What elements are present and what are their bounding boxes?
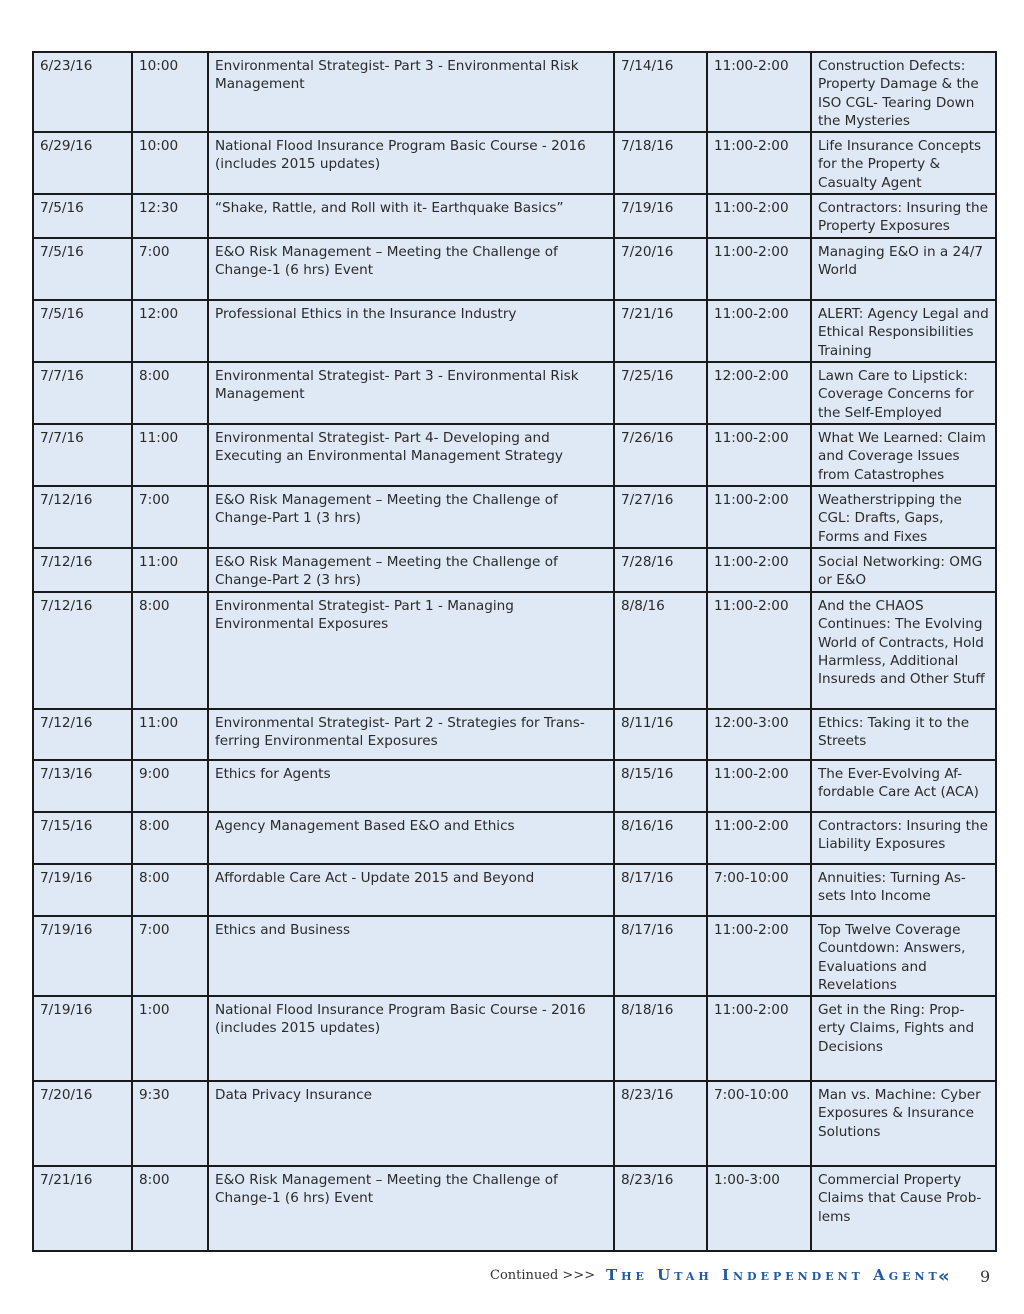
- time-left-cell: 12:30: [132, 194, 208, 238]
- time-right-cell: 11:00-2:00: [707, 424, 811, 486]
- table-row: [33, 52, 996, 132]
- course-left-cell: Agency Management Based E&O and Ethics: [208, 812, 614, 864]
- date-right-cell: 7/18/16: [614, 132, 707, 194]
- table-row: [33, 132, 996, 194]
- date-left-cell: 7/5/16: [33, 300, 132, 362]
- time-right-cell: 11:00-2:00: [707, 548, 811, 592]
- date-right-cell: 7/20/16: [614, 238, 707, 300]
- course-right-cell: Get in the Ring: Prop-erty Claims, Fights and Decisions: [811, 996, 996, 1081]
- time-right-cell: 12:00-2:00: [707, 362, 811, 424]
- date-left-cell: 7/5/16: [33, 238, 132, 300]
- date-right-cell: 7/26/16: [614, 424, 707, 486]
- time-left-cell: 9:30: [132, 1081, 208, 1166]
- date-right-cell: 8/8/16: [614, 592, 707, 709]
- date-left-cell: 7/19/16: [33, 864, 132, 916]
- course-left-cell: Ethics and Business: [208, 916, 614, 996]
- course-right-cell: The Ever-Evolving Af-fordable Care Act (ACA): [811, 760, 996, 812]
- date-right-cell: 8/15/16: [614, 760, 707, 812]
- time-left-cell: 10:00: [132, 132, 208, 194]
- time-left-cell: 9:00: [132, 760, 208, 812]
- course-left-cell: E&O Risk Management – Meeting the Challenge of Change-Part 1 (3 hrs): [208, 486, 614, 548]
- table-row: [33, 194, 996, 238]
- table-row: [33, 916, 996, 996]
- course-right-cell: Managing E&O in a 24/7 World: [811, 238, 996, 300]
- date-left-cell: 7/5/16: [33, 194, 132, 238]
- course-right-cell: Life Insurance Concepts for the Property & Casualty Agent: [811, 132, 996, 194]
- course-right-cell: What We Learned: Claim and Coverage Issues from Catastrophes: [811, 424, 996, 486]
- time-left-cell: 8:00: [132, 1166, 208, 1251]
- time-left-cell: 7:00: [132, 238, 208, 300]
- table-row: [33, 424, 996, 486]
- time-right-cell: 11:00-2:00: [707, 760, 811, 812]
- date-left-cell: 7/20/16: [33, 1081, 132, 1166]
- date-right-cell: 8/11/16: [614, 709, 707, 760]
- time-right-cell: 11:00-2:00: [707, 592, 811, 709]
- date-right-cell: 7/21/16: [614, 300, 707, 362]
- course-right-cell: Contractors: Insuring the Liability Exposures: [811, 812, 996, 864]
- time-right-cell: 11:00-2:00: [707, 194, 811, 238]
- course-left-cell: Environmental Strategist- Part 3 - Environmental Risk Management: [208, 362, 614, 424]
- table-row: [33, 996, 996, 1081]
- date-right-cell: 8/17/16: [614, 916, 707, 996]
- course-left-cell: Environmental Strategist- Part 3 - Environmental Risk Management: [208, 52, 614, 132]
- time-left-cell: 7:00: [132, 486, 208, 548]
- time-left-cell: 8:00: [132, 812, 208, 864]
- course-right-cell: Lawn Care to Lipstick: Coverage Concerns for the Self-Employed: [811, 362, 996, 424]
- time-left-cell: 11:00: [132, 548, 208, 592]
- time-right-cell: 11:00-2:00: [707, 812, 811, 864]
- date-left-cell: 7/19/16: [33, 996, 132, 1081]
- date-left-cell: 7/21/16: [33, 1166, 132, 1251]
- table-row: [33, 1081, 996, 1166]
- course-right-cell: Man vs. Machine: Cyber Exposures & Insurance Solutions: [811, 1081, 996, 1166]
- date-right-cell: 8/17/16: [614, 864, 707, 916]
- course-left-cell: Data Privacy Insurance: [208, 1081, 614, 1166]
- course-right-cell: Ethics: Taking it to the Streets: [811, 709, 996, 760]
- date-right-cell: 8/18/16: [614, 996, 707, 1081]
- course-left-cell: Ethics for Agents: [208, 760, 614, 812]
- course-right-cell: Weatherstripping the CGL: Drafts, Gaps, Forms and Fixes: [811, 486, 996, 548]
- time-right-cell: 11:00-2:00: [707, 300, 811, 362]
- course-right-cell: ALERT: Agency Legal and Ethical Responsibilities Training: [811, 300, 996, 362]
- course-right-cell: Construction Defects: Property Damage & the ISO CGL- Tearing Down the Mysteries: [811, 52, 996, 132]
- table-row: [33, 709, 996, 760]
- table-row: [33, 812, 996, 864]
- course-left-cell: Environmental Strategist- Part 4- Developing and Executing an Environmental Management Strategy: [208, 424, 614, 486]
- time-left-cell: 8:00: [132, 592, 208, 709]
- time-right-cell: 11:00-2:00: [707, 996, 811, 1081]
- course-left-cell: Affordable Care Act - Update 2015 and Beyond: [208, 864, 614, 916]
- time-left-cell: 7:00: [132, 916, 208, 996]
- course-schedule-table: [32, 51, 997, 1252]
- time-left-cell: 10:00: [132, 52, 208, 132]
- page-number: 9: [980, 1267, 991, 1286]
- course-left-cell: E&O Risk Management – Meeting the Challenge of Change-1 (6 hrs) Event: [208, 1166, 614, 1251]
- time-left-cell: 8:00: [132, 362, 208, 424]
- time-right-cell: 12:00-3:00: [707, 709, 811, 760]
- course-left-cell: Environmental Strategist- Part 2 - Strategies for Trans-ferring Environmental Exposures: [208, 709, 614, 760]
- table-row: [33, 300, 996, 362]
- table-row: [33, 548, 996, 592]
- date-right-cell: 7/19/16: [614, 194, 707, 238]
- time-left-cell: 12:00: [132, 300, 208, 362]
- time-right-cell: 11:00-2:00: [707, 486, 811, 548]
- course-right-cell: Commercial Property Claims that Cause Prob-lems: [811, 1166, 996, 1251]
- course-left-cell: Environmental Strategist- Part 1 - Managing Environmental Exposures: [208, 592, 614, 709]
- date-left-cell: 6/29/16: [33, 132, 132, 194]
- date-right-cell: 7/27/16: [614, 486, 707, 548]
- date-left-cell: 7/15/16: [33, 812, 132, 864]
- chevron-left-icon: «: [938, 1266, 950, 1287]
- date-left-cell: 7/7/16: [33, 362, 132, 424]
- table-row: [33, 592, 996, 709]
- time-left-cell: 8:00: [132, 864, 208, 916]
- date-right-cell: 7/25/16: [614, 362, 707, 424]
- time-left-cell: 11:00: [132, 424, 208, 486]
- time-right-cell: 11:00-2:00: [707, 52, 811, 132]
- date-right-cell: 7/14/16: [614, 52, 707, 132]
- table-row: [33, 238, 996, 300]
- continued-note: Continued >>>: [490, 1268, 596, 1283]
- publication-title: The Utah Independent Agent: [606, 1266, 941, 1284]
- course-right-cell: And the CHAOS Continues: The Evolving World of Contracts, Hold Harmless, Additional Insureds and Other Stuff: [811, 592, 996, 709]
- course-right-cell: Top Twelve Coverage Countdown: Answers, Evaluations and Revelations: [811, 916, 996, 996]
- course-right-cell: Annuities: Turning As-sets Into Income: [811, 864, 996, 916]
- course-left-cell: “Shake, Rattle, and Roll with it- Earthquake Basics”: [208, 194, 614, 238]
- table-row: [33, 1166, 996, 1251]
- time-left-cell: 11:00: [132, 709, 208, 760]
- page-footer: [0, 1266, 1024, 1292]
- time-right-cell: 11:00-2:00: [707, 238, 811, 300]
- time-right-cell: 7:00-10:00: [707, 1081, 811, 1166]
- time-right-cell: 11:00-2:00: [707, 916, 811, 996]
- course-left-cell: E&O Risk Management – Meeting the Challenge of Change-1 (6 hrs) Event: [208, 238, 614, 300]
- time-right-cell: 1:00-3:00: [707, 1166, 811, 1251]
- date-left-cell: 7/12/16: [33, 486, 132, 548]
- course-left-cell: National Flood Insurance Program Basic Course - 2016 (includes 2015 updates): [208, 996, 614, 1081]
- date-right-cell: 7/28/16: [614, 548, 707, 592]
- table-row: [33, 864, 996, 916]
- course-left-cell: E&O Risk Management – Meeting the Challenge of Change-Part 2 (3 hrs): [208, 548, 614, 592]
- date-left-cell: 6/23/16: [33, 52, 132, 132]
- schedule-body: [33, 52, 996, 1251]
- date-left-cell: 7/19/16: [33, 916, 132, 996]
- date-left-cell: 7/7/16: [33, 424, 132, 486]
- date-left-cell: 7/12/16: [33, 709, 132, 760]
- table-row: [33, 486, 996, 548]
- date-left-cell: 7/13/16: [33, 760, 132, 812]
- date-right-cell: 8/23/16: [614, 1166, 707, 1251]
- time-right-cell: 7:00-10:00: [707, 864, 811, 916]
- date-left-cell: 7/12/16: [33, 592, 132, 709]
- table-row: [33, 760, 996, 812]
- date-left-cell: 7/12/16: [33, 548, 132, 592]
- time-left-cell: 1:00: [132, 996, 208, 1081]
- course-left-cell: National Flood Insurance Program Basic Course - 2016 (includes 2015 updates): [208, 132, 614, 194]
- course-left-cell: Professional Ethics in the Insurance Industry: [208, 300, 614, 362]
- course-right-cell: Social Networking: OMG or E&O: [811, 548, 996, 592]
- course-right-cell: Contractors: Insuring the Property Exposures: [811, 194, 996, 238]
- date-right-cell: 8/23/16: [614, 1081, 707, 1166]
- date-right-cell: 8/16/16: [614, 812, 707, 864]
- table-row: [33, 362, 996, 424]
- time-right-cell: 11:00-2:00: [707, 132, 811, 194]
